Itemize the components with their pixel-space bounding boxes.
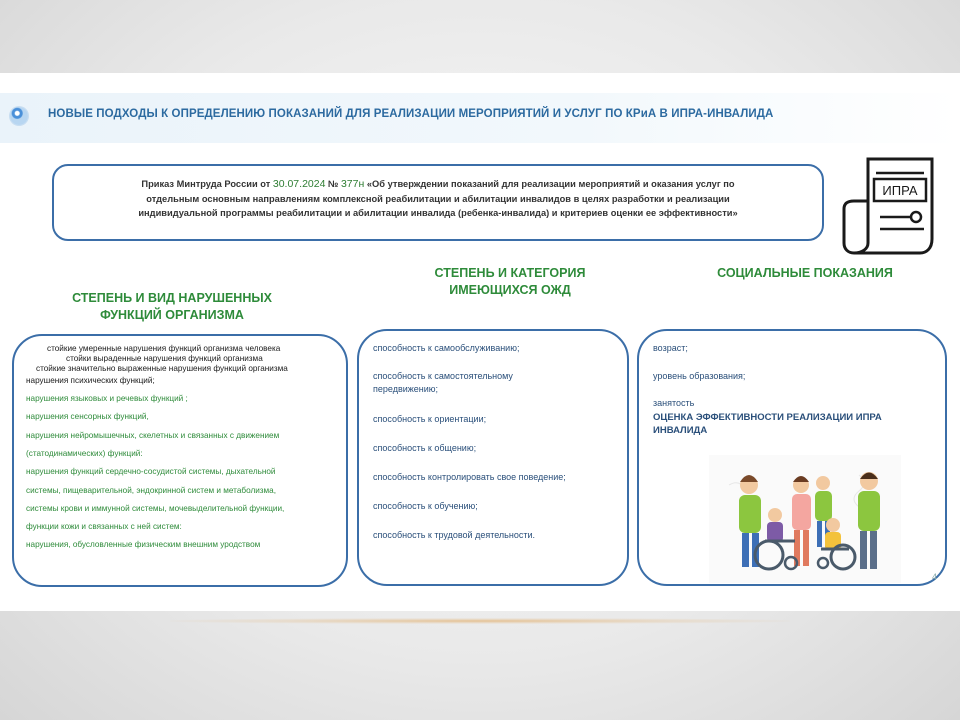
function-item: нарушения сенсорных функций, <box>26 412 149 421</box>
activity-limitations-card <box>357 329 629 586</box>
function-item: функции кожи и связанных с ней систем: <box>26 522 182 531</box>
ipra-label: ИПРА <box>882 183 918 198</box>
heading-col3-line1: СОЦИАЛЬНЫЕ ПОКАЗАНИЯ <box>717 266 893 280</box>
function-item: системы крови и иммунной системы, мочевыделительной функции, <box>26 504 285 513</box>
severity-item: стойкие умеренные нарушения функций организма человека <box>47 344 281 353</box>
order-num-sign: № <box>325 179 341 189</box>
order-box <box>52 164 824 241</box>
order-line-1 <box>54 177 822 192</box>
ability-item: способность к ориентации; <box>373 414 487 424</box>
slide-title: НОВЫЕ ПОДХОДЫ К ОПРЕДЕЛЕНИЮ ПОКАЗАНИЙ ДЛЯ РЕАЛИЗАЦИИ МЕРОПРИЯТИЙ И УСЛУГ ПО КРиА В ИПРА-ИНВАЛИДА <box>48 108 774 120</box>
slide <box>0 73 960 611</box>
function-item: нарушения функций сердечно-сосудистой системы, дыхательной <box>26 467 276 476</box>
heading-col2 <box>405 265 615 299</box>
heading-col1-line1: СТЕПЕНЬ И ВИД НАРУШЕННЫХ <box>72 291 272 305</box>
order-date: 30.07.2024 <box>272 178 326 190</box>
function-item: системы, пищеварительной, эндокринной систем и метаболизма, <box>26 486 277 495</box>
ability-item: способность к самообслуживанию; <box>373 343 520 353</box>
heading-col2-line1: СТЕПЕНЬ И КАТЕГОРИЯ <box>434 266 586 280</box>
function-item: нарушения, обусловленные физическим внешним уродством <box>26 540 261 549</box>
functions-card <box>12 334 348 587</box>
severity-item: стойкие значительно выраженные нарушения функций организма <box>36 364 288 373</box>
people-with-disabilities-illustration <box>709 455 901 583</box>
function-item: нарушения психических функций; <box>26 376 155 385</box>
severity-item: стойки выраденные нарушения функций организма <box>66 354 263 363</box>
ability-item: способность к общению; <box>373 443 477 453</box>
social-item: возраст; <box>653 343 688 353</box>
order-line-2: отдельным основным направлениям комплексной реабилитации и абилитации инвалидов в целях разработки и реализации <box>146 193 730 204</box>
order-line-3: индивидуальной программы реабилитации и абилитации инвалида (ребенка-инвалида) и критериев оценки ее эффективности» <box>138 208 738 218</box>
ability-item: передвижению; <box>373 384 439 394</box>
order-prefix: Приказ Минтруда России от <box>141 179 273 189</box>
social-indications-card <box>637 329 947 586</box>
heading-col2-line2: ИМЕЮЩИХСЯ ОЖД <box>449 283 571 297</box>
function-item: нарушения языковых и речевых функций ; <box>26 394 188 403</box>
heading-col1-line2: ФУНКЦИЙ ОРГАНИЗМА <box>100 308 244 322</box>
heading-col3 <box>685 265 925 282</box>
evaluation-title-line2: ИНВАЛИДА <box>653 425 708 436</box>
order-number: 377н <box>340 178 365 190</box>
page-number: 4 <box>931 572 937 582</box>
function-item: нарушения нейромышечных, скелетных и связанных с движением <box>26 431 280 440</box>
function-item: (статодинамических) функций: <box>26 449 143 458</box>
ability-item: способность к трудовой деятельности. <box>373 530 535 540</box>
social-item: занятость <box>653 398 695 408</box>
social-item: уровень образования; <box>653 371 746 381</box>
ability-item: способность контролировать свое поведение; <box>373 472 566 482</box>
ipra-document-icon <box>840 153 936 257</box>
ability-item: способность к обучению; <box>373 501 478 511</box>
title-bar <box>0 93 960 143</box>
evaluation-title-line1: ОЦЕНКА ЭФФЕКТИВНОСТИ РЕАЛИЗАЦИИ ИПРА <box>653 412 882 423</box>
heading-col1 <box>50 290 294 324</box>
slide-shadow <box>170 618 790 624</box>
title-bullet-icon <box>10 107 28 125</box>
order-title-start: «Об утверждении показаний для реализации мероприятий и оказания услуг по <box>364 179 735 189</box>
ability-item: способность к самостоятельному <box>373 371 513 381</box>
